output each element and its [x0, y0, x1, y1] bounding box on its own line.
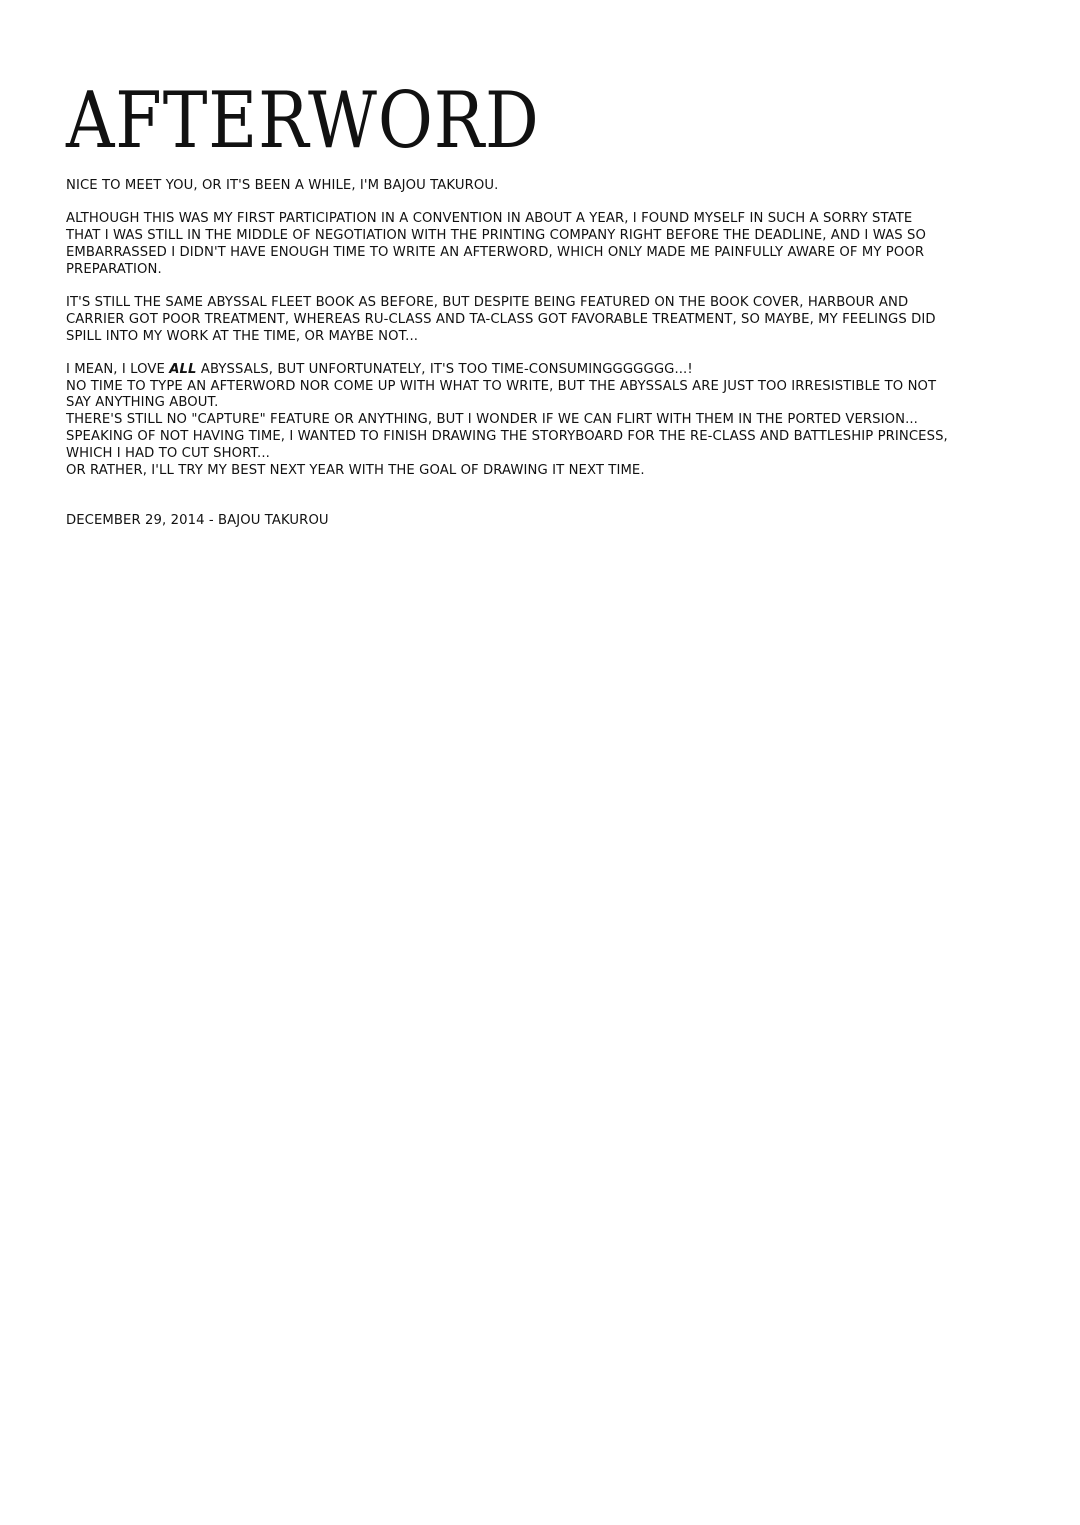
line-text: I MEAN, I LOVE — [66, 361, 170, 377]
page-title: AFTERWORD — [66, 76, 540, 166]
paragraph-line: WHICH I HAD TO CUT SHORT... — [66, 445, 270, 461]
greeting-line: NICE TO MEET YOU, OR IT'S BEEN A WHILE, I'M BAJOU TAKUROU. — [66, 178, 499, 193]
emphasis-text: ALL — [169, 361, 197, 377]
paragraph-line: SPEAKING OF NOT HAVING TIME, I WANTED TO FINISH DRAWING THE STORYBOARD FOR THE RE-CLASS AND BATTLESHIP PRINCESS, — [66, 429, 948, 445]
paragraph-line: SPILL INTO MY WORK AT THE TIME, OR MAYBE NOT... — [66, 328, 419, 344]
paragraph-line: NO TIME TO TYPE AN AFTERWORD NOR COME UP WITH WHAT TO WRITE, BUT THE ABYSSALS ARE JUST TOO IRRESISTIBLE TO NOT — [66, 378, 937, 394]
paragraph-line: ALTHOUGH THIS WAS MY FIRST PARTICIPATION IN A CONVENTION IN ABOUT A YEAR, I FOUND MYSELF IN SUCH A SORRY STATE — [66, 211, 913, 227]
afterword-page — [66, 76, 966, 547]
afterword-body — [66, 178, 966, 530]
paragraph-line: CARRIER GOT POOR TREATMENT, WHEREAS RU-CLASS AND TA-CLASS GOT FAVORABLE TREATMENT, SO MAYBE, MY FEELINGS DID — [66, 311, 936, 327]
paragraph-line: THERE'S STILL NO "CAPTURE" FEATURE OR ANYTHING, BUT I WONDER IF WE CAN FLIRT WITH THEM IN THE PORTED VERSION... — [66, 412, 918, 428]
greeting-paragraph — [66, 178, 966, 195]
paragraph-line: OR RATHER, I'LL TRY MY BEST NEXT YEAR WITH THE GOAL OF DRAWING IT NEXT TIME. — [66, 462, 645, 478]
line-text: ABYSSALS, BUT UNFORTUNATELY, IT'S TOO TIME-CONSUMINGGGGGGG...! — [196, 361, 693, 377]
convention-paragraph — [66, 211, 966, 278]
book-paragraph — [66, 295, 966, 345]
abyssals-paragraph — [66, 362, 966, 480]
signature-line: DECEMBER 29, 2014 - BAJOU TAKUROU — [66, 513, 329, 529]
signature — [66, 513, 966, 530]
paragraph-line: SAY ANYTHING ABOUT. — [66, 395, 219, 411]
paragraph-line — [66, 362, 966, 379]
paragraph-line: EMBARRASSED I DIDN'T HAVE ENOUGH TIME TO WRITE AN AFTERWORD, WHICH ONLY MADE ME PAINFULLY AWARE OF MY POOR — [66, 244, 925, 260]
paragraph-line: THAT I WAS STILL IN THE MIDDLE OF NEGOTIATION WITH THE PRINTING COMPANY RIGHT BEFORE THE DEADLINE, AND I WAS SO — [66, 228, 926, 244]
paragraph-line: IT'S STILL THE SAME ABYSSAL FLEET BOOK AS BEFORE, BUT DESPITE BEING FEATURED ON THE BOOK COVER, HARBOUR AND — [66, 294, 909, 310]
paragraph-line: PREPARATION. — [66, 261, 162, 277]
